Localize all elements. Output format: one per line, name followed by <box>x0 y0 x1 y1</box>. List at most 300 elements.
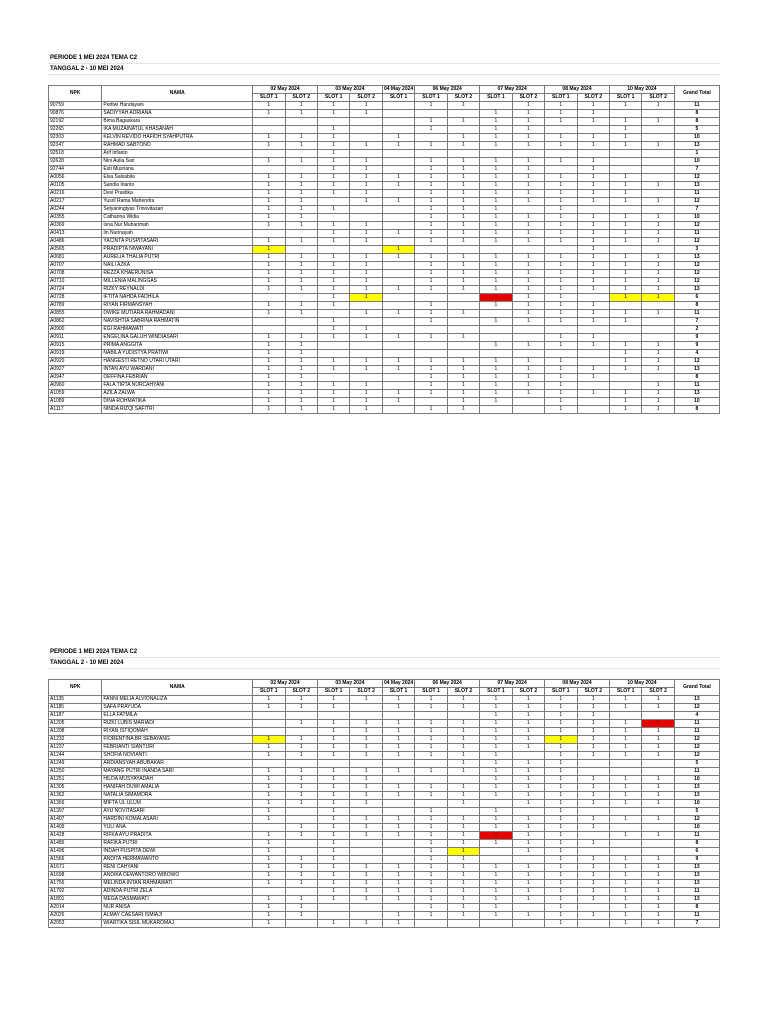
slot-cell: 1 <box>350 800 382 808</box>
slot-cell: 1 <box>415 206 447 214</box>
npk-cell: A0369 <box>49 222 102 230</box>
slot-cell: 1 <box>609 198 641 206</box>
slot-cell: 1 <box>447 310 479 318</box>
npk-cell: A0486 <box>49 238 102 246</box>
npk-cell: A0216 <box>49 190 102 198</box>
table-row <box>49 190 720 198</box>
slot-cell: 1 <box>350 270 382 278</box>
slot-cell: 1 <box>317 358 349 366</box>
slot-cell: 1 <box>382 920 414 928</box>
header-date: 04 May 2024 <box>383 680 414 686</box>
slot-cell: 1 <box>512 864 544 872</box>
nama-cell: Nini Aulia Sari <box>102 158 253 166</box>
slot-cell: 1 <box>480 206 512 214</box>
slot-cell: 1 <box>642 744 674 752</box>
header-date: 04 May 2024 <box>383 86 414 92</box>
slot-cell: 1 <box>285 174 317 182</box>
slot-cell: 1 <box>480 776 512 784</box>
slot-cell <box>642 134 674 142</box>
slot-cell: 1 <box>447 696 479 704</box>
slot-cell <box>382 856 414 864</box>
grand-total-cell: 7 <box>674 166 719 174</box>
slot-cell: 1 <box>350 728 382 736</box>
slot-cell: 1 <box>447 720 479 728</box>
slot-cell: 1 <box>447 134 479 142</box>
slot-cell: 1 <box>577 270 609 278</box>
slot-cell: 1 <box>253 800 285 808</box>
slot-cell: 0 <box>642 720 674 728</box>
grand-total-cell: 11 <box>674 912 719 920</box>
slot-cell: 1 <box>512 262 544 270</box>
slot-cell: 1 <box>253 832 285 840</box>
slot-cell: 1 <box>382 358 414 366</box>
slot-cell: 1 <box>480 278 512 286</box>
slot-cell: 1 <box>609 342 641 350</box>
slot-cell: 1 <box>609 254 641 262</box>
slot-cell: 1 <box>480 198 512 206</box>
slot-cell: 1 <box>609 134 641 142</box>
slot-cell: 1 <box>447 824 479 832</box>
tanggal-title: TANGGAL 2 - 10 MEI 2024 <box>48 64 720 75</box>
table-row <box>49 832 720 840</box>
slot-cell: 1 <box>577 816 609 824</box>
npk-cell: A1428 <box>49 832 102 840</box>
slot-cell <box>480 856 512 864</box>
slot-cell: 1 <box>480 190 512 198</box>
header-slot-2: SLOT 2 <box>447 94 479 102</box>
npk-cell: A1566 <box>49 856 102 864</box>
table-row <box>49 254 720 262</box>
slot-cell: 1 <box>382 390 414 398</box>
grand-total-cell: 4 <box>674 712 719 720</box>
slot-cell <box>415 246 447 254</box>
slot-cell <box>512 920 544 928</box>
slot-cell: 1 <box>642 390 674 398</box>
slot-cell: 1 <box>415 832 447 840</box>
slot-cell <box>545 246 577 254</box>
slot-cell: 1 <box>447 262 479 270</box>
slot-cell: 1 <box>609 888 641 896</box>
slot-cell: 1 <box>512 728 544 736</box>
slot-cell: 1 <box>285 744 317 752</box>
attendance-table <box>48 85 720 414</box>
table-row <box>49 398 720 406</box>
slot-cell <box>350 904 382 912</box>
slot-cell: 1 <box>512 254 544 262</box>
nama-cell: Sandia Irianto <box>102 182 253 190</box>
npk-cell: A0710 <box>49 278 102 286</box>
slot-cell: 1 <box>609 102 641 110</box>
slot-cell: 1 <box>285 398 317 406</box>
slot-cell <box>382 206 414 214</box>
slot-cell: 1 <box>577 856 609 864</box>
slot-cell: 1 <box>609 358 641 366</box>
slot-cell: 1 <box>382 366 414 374</box>
slot-cell: 1 <box>545 800 577 808</box>
slot-cell: 1 <box>447 366 479 374</box>
slot-cell: 1 <box>447 230 479 238</box>
slot-cell: 1 <box>642 382 674 390</box>
slot-cell: 1 <box>642 888 674 896</box>
slot-cell: 1 <box>609 278 641 286</box>
grand-total-cell: 13 <box>674 390 719 398</box>
header-npk: NPK <box>49 86 102 102</box>
slot-cell: 1 <box>415 302 447 310</box>
slot-cell: 1 <box>253 382 285 390</box>
slot-cell: 1 <box>285 254 317 262</box>
slot-cell: 1 <box>642 816 674 824</box>
slot-cell: 1 <box>512 110 544 118</box>
slot-cell: 1 <box>545 840 577 848</box>
table-row <box>49 102 720 110</box>
slot-cell: 1 <box>545 704 577 712</box>
slot-cell: 1 <box>480 704 512 712</box>
slot-cell <box>253 118 285 126</box>
slot-cell: 1 <box>545 206 577 214</box>
slot-cell <box>447 294 479 302</box>
table-row <box>49 230 720 238</box>
slot-cell: 1 <box>577 278 609 286</box>
header-grand-total: Grand Total <box>674 86 719 102</box>
header-slot-2: SLOT 2 <box>350 94 382 102</box>
slot-cell: 1 <box>577 318 609 326</box>
slot-cell <box>350 848 382 856</box>
slot-cell: 1 <box>382 792 414 800</box>
slot-cell: 1 <box>285 206 317 214</box>
slot-cell: 1 <box>285 776 317 784</box>
slot-cell: 1 <box>317 856 349 864</box>
slot-cell: 1 <box>350 158 382 166</box>
slot-cell <box>480 848 512 856</box>
slot-cell: 1 <box>577 390 609 398</box>
slot-cell: 1 <box>447 374 479 382</box>
npk-cell: A0217 <box>49 198 102 206</box>
slot-cell: 1 <box>415 142 447 150</box>
slot-cell: 1 <box>512 832 544 840</box>
nama-cell: FIORENTINA BR SEBAYANG <box>102 736 253 744</box>
table-row <box>49 126 720 134</box>
slot-cell <box>382 270 414 278</box>
slot-cell: 1 <box>545 174 577 182</box>
slot-cell: 1 <box>317 744 349 752</box>
npk-cell: A1250 <box>49 768 102 776</box>
slot-cell: 1 <box>609 294 641 302</box>
table-row <box>49 856 720 864</box>
slot-cell <box>642 158 674 166</box>
grand-total-cell: 13 <box>674 182 719 190</box>
table-row <box>49 246 720 254</box>
slot-cell: 1 <box>512 366 544 374</box>
slot-cell: 1 <box>642 856 674 864</box>
npk-cell: A1409 <box>49 824 102 832</box>
slot-cell <box>577 398 609 406</box>
slot-cell: 1 <box>609 704 641 712</box>
slot-cell: 1 <box>545 214 577 222</box>
slot-cell: 1 <box>480 816 512 824</box>
grand-total-cell: 13 <box>674 792 719 800</box>
npk-cell: A1496 <box>49 848 102 856</box>
slot-cell <box>512 808 544 816</box>
slot-cell: 1 <box>350 190 382 198</box>
slot-cell: 1 <box>545 158 577 166</box>
grand-total-cell: 5 <box>674 808 719 816</box>
slot-cell: 1 <box>512 270 544 278</box>
slot-cell: 1 <box>577 102 609 110</box>
slot-cell <box>382 904 414 912</box>
slot-cell <box>350 118 382 126</box>
slot-cell: 1 <box>577 872 609 880</box>
slot-cell: 1 <box>545 366 577 374</box>
nama-cell: ADINDA PUTRI ZELA <box>102 888 253 896</box>
slot-cell: 1 <box>317 768 349 776</box>
slot-cell: 1 <box>545 816 577 824</box>
slot-cell: 1 <box>577 190 609 198</box>
slot-cell: 1 <box>480 374 512 382</box>
slot-cell: 1 <box>480 760 512 768</box>
table-row <box>49 166 720 174</box>
grand-total-cell: 3 <box>674 246 719 254</box>
slot-cell: 1 <box>480 768 512 776</box>
slot-cell: 1 <box>350 888 382 896</box>
slot-cell: 1 <box>447 238 479 246</box>
slot-cell: 1 <box>609 864 641 872</box>
slot-cell <box>512 334 544 342</box>
slot-cell: 1 <box>415 310 447 318</box>
grand-total-cell: 12 <box>674 816 719 824</box>
slot-cell: 1 <box>285 824 317 832</box>
slot-cell: 1 <box>317 238 349 246</box>
header-date: 02 May 2024 <box>253 680 318 688</box>
table-row <box>49 310 720 318</box>
slot-cell: 1 <box>545 864 577 872</box>
grand-total-cell: 8 <box>674 110 719 118</box>
slot-cell: 1 <box>285 880 317 888</box>
slot-cell <box>609 302 641 310</box>
slot-cell <box>642 808 674 816</box>
grand-total-cell: 6 <box>674 294 719 302</box>
slot-cell <box>642 166 674 174</box>
slot-cell <box>285 728 317 736</box>
slot-cell: 1 <box>415 824 447 832</box>
grand-total-cell: 10 <box>674 134 719 142</box>
slot-cell: 1 <box>317 816 349 824</box>
slot-cell: 1 <box>512 848 544 856</box>
slot-cell: 1 <box>545 744 577 752</box>
slot-cell: 1 <box>317 110 349 118</box>
slot-cell: 1 <box>545 198 577 206</box>
slot-cell <box>350 374 382 382</box>
slot-cell: 1 <box>480 142 512 150</box>
slot-cell: 1 <box>642 350 674 358</box>
slot-cell <box>350 350 382 358</box>
slot-cell: 1 <box>253 816 285 824</box>
nama-cell: RIYAN ISTIQOMAH <box>102 728 253 736</box>
nama-cell: MIFTA UL ULUM <box>102 800 253 808</box>
slot-cell: 1 <box>415 238 447 246</box>
nama-cell: YULI ANA <box>102 824 253 832</box>
slot-cell: 1 <box>480 390 512 398</box>
slot-cell <box>609 712 641 720</box>
header-nama: NAMA <box>102 680 253 696</box>
slot-cell: 1 <box>447 118 479 126</box>
table-row <box>49 382 720 390</box>
slot-cell: 1 <box>609 262 641 270</box>
npk-cell: A1187 <box>49 712 102 720</box>
slot-cell: 1 <box>415 278 447 286</box>
slot-cell <box>253 318 285 326</box>
slot-cell: 1 <box>577 800 609 808</box>
slot-cell: 1 <box>512 784 544 792</box>
slot-cell <box>382 342 414 350</box>
slot-cell: 1 <box>350 816 382 824</box>
slot-cell <box>382 262 414 270</box>
slot-cell: 1 <box>642 904 674 912</box>
slot-cell: 1 <box>447 334 479 342</box>
slot-cell <box>512 406 544 414</box>
slot-cell: 1 <box>642 872 674 880</box>
slot-cell: 1 <box>545 832 577 840</box>
slot-cell: 1 <box>415 198 447 206</box>
nama-cell: Isna Nur Muharimah <box>102 222 253 230</box>
slot-cell <box>350 246 382 254</box>
slot-cell: 1 <box>545 182 577 190</box>
grand-total-cell: 13 <box>674 254 719 262</box>
slot-cell <box>642 126 674 134</box>
grand-total-cell: 8 <box>674 904 719 912</box>
slot-cell <box>285 888 317 896</box>
slot-cell: 1 <box>545 824 577 832</box>
slot-cell: 1 <box>545 390 577 398</box>
slot-cell: 1 <box>577 374 609 382</box>
slot-cell: 1 <box>577 880 609 888</box>
npk-cell: A2026 <box>49 912 102 920</box>
slot-cell: 1 <box>609 318 641 326</box>
header-slot-1: SLOT 1 <box>415 94 447 102</box>
slot-cell: 1 <box>642 896 674 904</box>
slot-cell: 1 <box>317 840 349 848</box>
grand-total-cell: 11 <box>674 832 719 840</box>
slot-cell <box>512 246 544 254</box>
slot-cell <box>609 158 641 166</box>
slot-cell <box>415 350 447 358</box>
slot-cell: 1 <box>382 880 414 888</box>
slot-cell: 1 <box>317 808 349 816</box>
slot-cell: 1 <box>253 784 285 792</box>
slot-cell <box>382 840 414 848</box>
slot-cell: 1 <box>642 792 674 800</box>
slot-cell: 1 <box>350 198 382 206</box>
table-row <box>49 366 720 374</box>
nama-cell: Yusril Rama Mahendra <box>102 198 253 206</box>
header-nama: NAMA <box>102 86 253 102</box>
slot-cell: 1 <box>642 366 674 374</box>
slot-cell: 1 <box>480 118 512 126</box>
slot-cell <box>642 150 674 158</box>
npk-cell: A1117 <box>49 406 102 414</box>
slot-cell <box>609 760 641 768</box>
slot-cell <box>609 166 641 174</box>
slot-cell <box>512 326 544 334</box>
slot-cell: 1 <box>415 912 447 920</box>
slot-cell <box>415 150 447 158</box>
table-row <box>49 142 720 150</box>
slot-cell: 1 <box>350 832 382 840</box>
slot-cell <box>480 406 512 414</box>
slot-cell: 1 <box>382 704 414 712</box>
table-row <box>49 808 720 816</box>
slot-cell: 1 <box>317 334 349 342</box>
slot-cell <box>577 768 609 776</box>
slot-cell <box>447 126 479 134</box>
attendance-sheet-1 <box>48 53 720 414</box>
npk-cell: A0855 <box>49 310 102 318</box>
slot-cell: 1 <box>480 896 512 904</box>
slot-cell: 1 <box>480 752 512 760</box>
slot-cell <box>642 318 674 326</box>
table-row <box>49 158 720 166</box>
slot-cell <box>382 374 414 382</box>
header-slot-1: SLOT 1 <box>609 688 641 696</box>
slot-cell: 1 <box>545 904 577 912</box>
slot-cell <box>285 150 317 158</box>
slot-cell <box>382 278 414 286</box>
slot-cell <box>447 342 479 350</box>
table-row <box>49 318 720 326</box>
slot-cell: 1 <box>350 142 382 150</box>
attendance-sheet-2 <box>48 647 720 928</box>
slot-cell: 1 <box>285 262 317 270</box>
slot-cell <box>609 382 641 390</box>
slot-cell: 1 <box>545 358 577 366</box>
slot-cell <box>350 808 382 816</box>
slot-cell <box>382 318 414 326</box>
slot-cell: 1 <box>609 728 641 736</box>
slot-cell: 1 <box>609 182 641 190</box>
table-row <box>49 110 720 118</box>
slot-cell: 1 <box>285 406 317 414</box>
slot-cell <box>285 118 317 126</box>
slot-cell <box>253 326 285 334</box>
slot-cell <box>382 760 414 768</box>
nama-cell: YACINTA PUSPITASARI <box>102 238 253 246</box>
slot-cell: 1 <box>285 784 317 792</box>
slot-cell: 1 <box>545 712 577 720</box>
nama-cell: PRADIPTA NIWAYANI <box>102 246 253 254</box>
slot-cell <box>480 334 512 342</box>
slot-cell: 1 <box>253 102 285 110</box>
slot-cell: 1 <box>480 720 512 728</box>
slot-cell: 1 <box>642 310 674 318</box>
slot-cell: 1 <box>285 864 317 872</box>
slot-cell: 1 <box>253 390 285 398</box>
npk-cell: A1135 <box>49 696 102 704</box>
slot-cell: 1 <box>285 912 317 920</box>
header-slot-1: SLOT 1 <box>415 688 447 696</box>
header-slot-1: SLOT 1 <box>317 94 349 102</box>
slot-cell <box>253 126 285 134</box>
slot-cell: 1 <box>382 254 414 262</box>
slot-cell: 1 <box>545 262 577 270</box>
grand-total-cell: 1 <box>674 150 719 158</box>
slot-cell: 1 <box>285 158 317 166</box>
slot-cell: 1 <box>285 110 317 118</box>
slot-cell <box>382 712 414 720</box>
nama-cell: FALA TIRTA NURCAHYANI <box>102 382 253 390</box>
slot-cell: 1 <box>382 816 414 824</box>
slot-cell: 1 <box>447 704 479 712</box>
npk-cell: A0056 <box>49 174 102 182</box>
slot-cell: 1 <box>317 696 349 704</box>
